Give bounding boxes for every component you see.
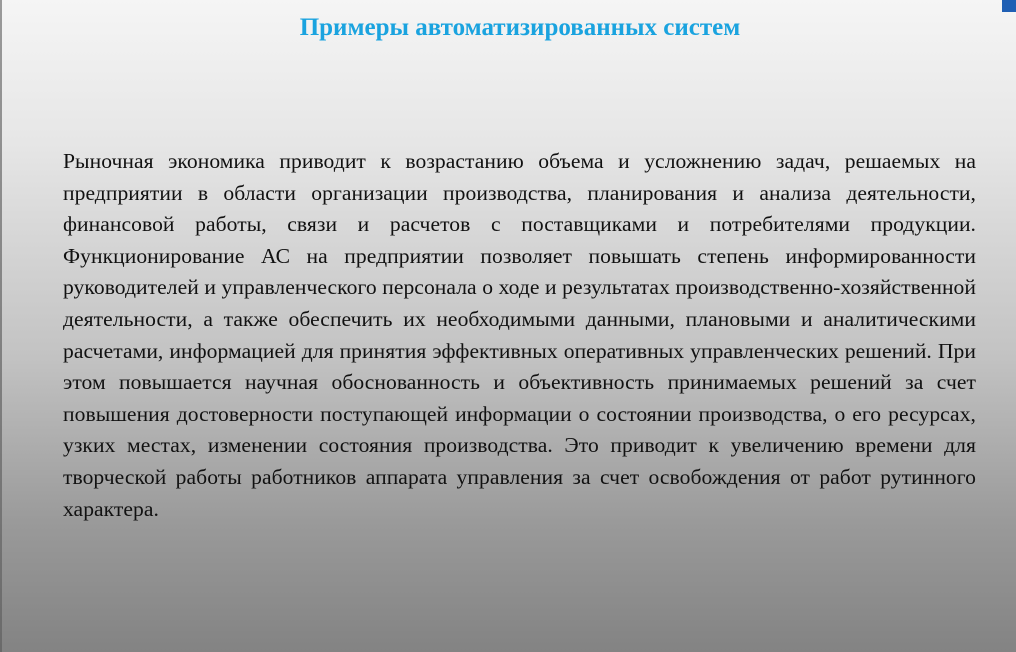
corner-marker [1002,0,1016,12]
slide-body-text: Рыночная экономика приводит к возрастанию объема и усложнению задач, решаемых на предприятии в области организации производства, планирования и анализа деятельности, финансовой работы, связи и расчетов с поставщиками и потребителями продукции. Функционирование АС на предприятии позволяет повышать степень информированности руководителей и управленческого персонала о ходе и результатах производственно-хозяйственной деятельности, а также обеспечить их необходимыми данными, плановыми и аналитическими расчетами, информацией для принятия эффективных оперативных управленческих решений. При этом повышается научная обоснованность и объективность принимаемых решений за счет повышения достоверности поступающей информации о состоянии производства, о его ресурсах, узких местах, изменении состояния производства. Это приводит к увеличению времени для творческой работы работников аппарата управления за счет освобождения от работ рутинного характера. [63,149,976,521]
slide-left-edge [0,0,2,652]
slide-title: Примеры автоматизированных систем [299,14,741,41]
